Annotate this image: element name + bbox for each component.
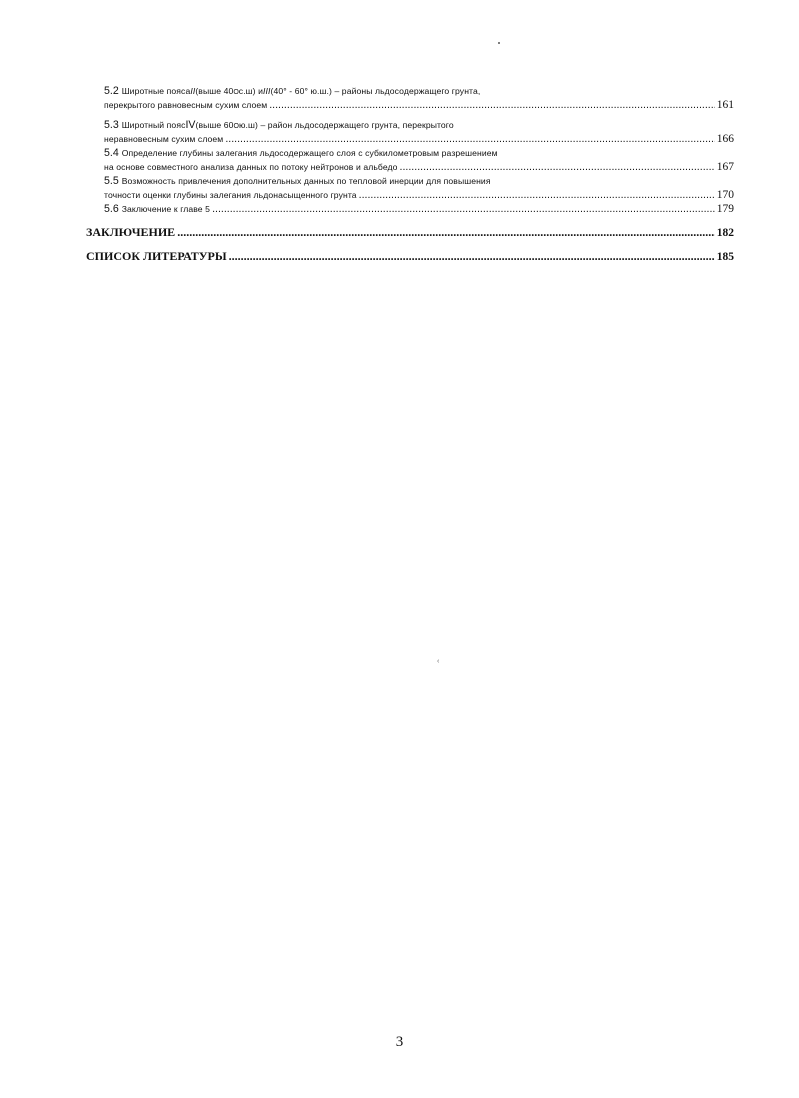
scan-speck	[498, 42, 500, 44]
dot-leader	[229, 249, 715, 263]
dot-leader	[212, 202, 715, 216]
section-number: 5.5	[104, 175, 119, 187]
page-ref: 182	[716, 227, 734, 239]
section-number: 5.3	[104, 119, 119, 131]
title-part: Широтный пояс	[121, 120, 186, 130]
title-part: IV	[185, 119, 196, 131]
dot-leader	[359, 188, 715, 202]
section-number: 5.2	[104, 85, 119, 97]
toc-entry-5-6[interactable]	[86, 202, 734, 216]
toc-entry-references[interactable]	[86, 249, 734, 264]
section-title: Заключение к главе 5	[121, 204, 211, 214]
page-ref: 179	[716, 203, 734, 215]
toc-entry-line-2	[104, 160, 734, 174]
scan-mark: ‹	[437, 658, 440, 665]
toc-entry-line-1	[104, 146, 734, 160]
title-part-italic: II	[190, 86, 196, 96]
toc-entry-line-2	[104, 188, 734, 202]
toc-entry-line-1	[104, 174, 734, 188]
title-part: (40° - 60° ю.ш.) – районы льдосодержащего грунта,	[270, 86, 481, 96]
section-title: СПИСОК ЛИТЕРАТУРЫ	[86, 249, 227, 263]
page-ref: 185	[716, 251, 734, 263]
toc-entry-5-5[interactable]	[86, 174, 734, 202]
title-continuation: перекрытого равновесным сухим слоем	[104, 100, 268, 110]
title-part-italic: III	[263, 86, 271, 96]
page-ref: 161	[716, 99, 734, 111]
toc-entry-conclusion[interactable]	[86, 225, 734, 240]
toc-entry-line-2	[104, 132, 734, 146]
section-number: 5.6	[104, 203, 119, 215]
title-part: (выше 40	[195, 86, 234, 96]
toc-entry-line-1: 5.2 Широтные пояса II (выше 40 О с.ш) и III (40° - 60° ю.ш.) – районы льдосодержащего грунта,	[104, 85, 481, 97]
toc-entry-line-1	[86, 249, 734, 264]
toc-entry-line-1	[86, 225, 734, 240]
page-number: 3	[395, 1034, 404, 1050]
page-ref: 170	[716, 189, 734, 201]
toc-entry-5-4[interactable]	[86, 146, 734, 174]
table-of-contents	[86, 84, 734, 264]
title-part: Определение глубины залегания льдосодержащего слоя с субкилометровым разрешением	[121, 148, 498, 158]
title-continuation: на основе совместного анализа данных по потоку нейтронов и альбедо	[104, 162, 398, 172]
toc-entry-line-1	[104, 202, 734, 216]
dot-leader	[269, 98, 715, 112]
dot-leader	[400, 160, 715, 174]
dot-leader	[225, 132, 714, 146]
title-continuation: неравновесным сухим слоем	[104, 134, 224, 144]
toc-entry-line-1: 5.3 Широтный пояс IV (выше 60 О ю.ш) – район льдосодержащего грунта, перекрытого	[104, 119, 454, 131]
page-ref: 166	[716, 133, 734, 145]
title-continuation: точности оценки глубины залегания льдонасыщенного грунта	[104, 190, 357, 200]
page-ref: 167	[716, 161, 734, 173]
dot-leader	[177, 225, 715, 239]
toc-entry-5-3[interactable]	[86, 118, 734, 146]
title-part: Возможность привлечения дополнительных данных по тепловой инерции для повышения	[121, 176, 491, 186]
section-title: ЗАКЛЮЧЕНИЕ	[86, 225, 176, 239]
title-part: ю.ш) – район льдосодержащего грунта, перекрытого	[238, 120, 454, 130]
title-part: (выше 60	[195, 120, 234, 130]
toc-entry-line-2	[104, 98, 734, 112]
section-number: 5.4	[104, 147, 119, 159]
toc-entry-5-2[interactable]	[86, 84, 734, 112]
title-part: с.ш) и	[238, 86, 264, 96]
title-part: Широтные пояса	[121, 86, 191, 96]
